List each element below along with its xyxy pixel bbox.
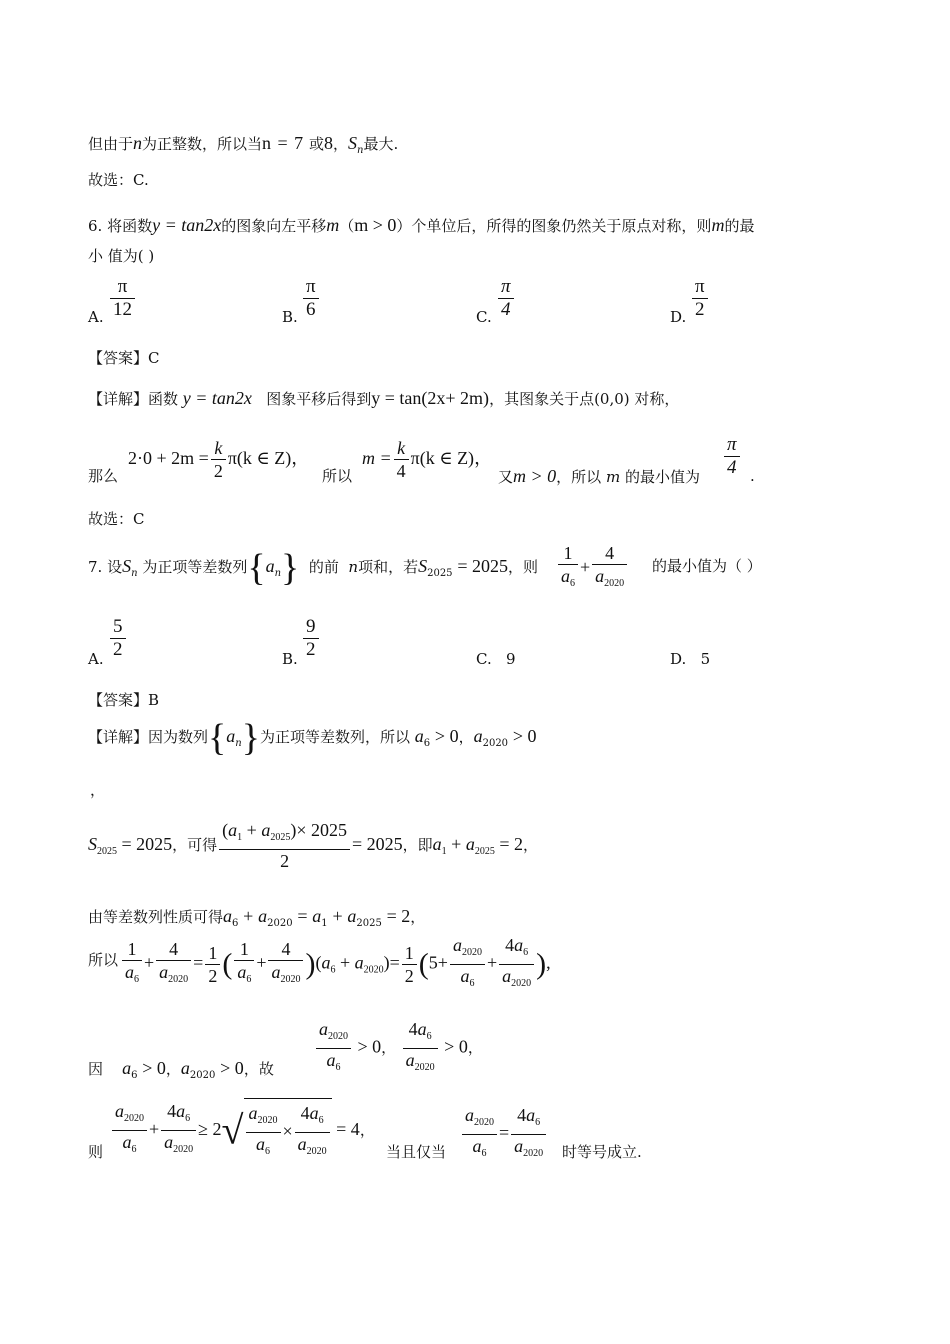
option-d-label: D.	[670, 308, 687, 326]
question-6-text-line2: 小 值为( )	[88, 247, 155, 265]
equation-equality: $\frac{a_{2020}}{a_6}$ = $\frac{4a_6}{a_{2020}}$	[460, 1104, 548, 1165]
text-equality-holds: 时等号成立.	[562, 1143, 642, 1161]
period: .	[750, 467, 755, 485]
min-value-fraction: π 4	[724, 434, 740, 479]
text-naime: 那么	[88, 467, 119, 485]
equation-am-gm: $\frac{a_{2020}}{a_6}$ + $\frac{4a_6}{a_{2020}}$ ≥ 2√ $\frac{a_{2020}}{a_6}$ × $\frac{4a_6}{a_{2020}}$ = 4，	[110, 1098, 375, 1163]
text-yin: 因 $a_6 > 0$，$a_{2020} > 0$，故	[88, 1058, 274, 1081]
option-b-fraction-7: 9 2	[303, 616, 319, 661]
answer-6: 【答案】C	[88, 349, 160, 367]
solution-7-line1: 【详解】因为数列$\{a_n\}$为正项等差数列，所以 $a_6 > 0$，$a_{2020} > 0$	[88, 717, 537, 759]
text-suoyi: 所以	[322, 467, 353, 485]
equation-positive: $\frac{a_{2020}}{a_6}$ > 0， $\frac{4a_6}{a_{2020}}$ > 0，	[314, 1018, 483, 1079]
option-a-label-7: A.	[88, 650, 104, 668]
equation-s2025: $S_{2025} = 2025$，可得 $\frac{(a_1 + a_{2025})\times 2025}{2}$ = 2025，即$a_1 + a_{2025} = 2$，	[88, 820, 538, 872]
option-d-7: D. 5	[670, 650, 711, 668]
question-7-text: 7. 设$S_n$ 为正项等差数列$\{a_n\}$ 的前 n项和，若$S_{2025} = 2025$，则	[88, 547, 538, 589]
option-c-label: C.	[476, 308, 492, 326]
question-6-text: 6. 将函数y = tan2x的图象向左平移m（m > 0）个单位后，所得的图象仍然关于原点对称，则m的最	[88, 215, 755, 235]
option-a-fraction: π 12	[110, 276, 135, 321]
answer-7: 【答案】B	[88, 691, 160, 709]
text-arithmetic-property: 由等差数列性质可得$a_6 + a_{2020} = a_1 + a_{2025} = 2$，	[88, 906, 426, 929]
text-min-value: 又m > 0，所以 m 的最小值为	[498, 466, 700, 486]
option-d-fraction: π 2	[692, 276, 708, 321]
solution-6-line1: 【详解】函数 y = tan2x 图象平移后得到y = tan(2x+ 2m)，其图象关于点(0,0) 对称，	[88, 388, 680, 408]
comma-line: ，	[90, 781, 106, 799]
option-c-7: C. 9	[476, 650, 516, 668]
equation-2m: 2·0 + 2m = $\frac{k}{2}$ π(k ∈ Z)，	[128, 438, 310, 482]
option-b-label: B.	[282, 308, 298, 326]
text-line-conclusion: 但由于n为正整数，所以当n = 7 或8，$S_n$最大.	[88, 133, 399, 156]
equation-m: m = $\frac{k}{4}$ π(k ∈ Z)，	[362, 438, 493, 482]
option-c-fraction: π 4	[498, 276, 514, 321]
text-answer-choice-6: 故选：C	[88, 510, 145, 528]
text-ze: 则	[88, 1143, 104, 1161]
question-7-expression: $\frac{1}{a_6}$ + $\frac{4}{a_{2020}}$	[556, 537, 629, 597]
option-b-label-7: B.	[282, 650, 298, 668]
question-7-text-end: 的最小值为（ ）	[652, 557, 762, 575]
option-b-fraction: π 6	[303, 276, 319, 321]
option-a-label: A.	[88, 308, 104, 326]
option-a-fraction-7: 5 2	[110, 616, 126, 661]
text-dangqie: 当且仅当	[386, 1143, 447, 1161]
text-suoyi-2: 所以	[88, 951, 119, 969]
text-answer-choice: 故选：C.	[88, 171, 149, 189]
equation-expand: $\frac{1}{a_6}$ + $\frac{4}{a_{2020}}$ = $\frac{1}{2}$ ( $\frac{1}{a_6}$ + $\frac{4}{a_{2020}}$ )$(a_6 + a_{2020})=$ $\frac{1}{2}$ (5+ $\frac{a_{2020}}{a_6}$ + $\frac{4a_6}{a_{2020}}$ ),	[120, 934, 551, 999]
